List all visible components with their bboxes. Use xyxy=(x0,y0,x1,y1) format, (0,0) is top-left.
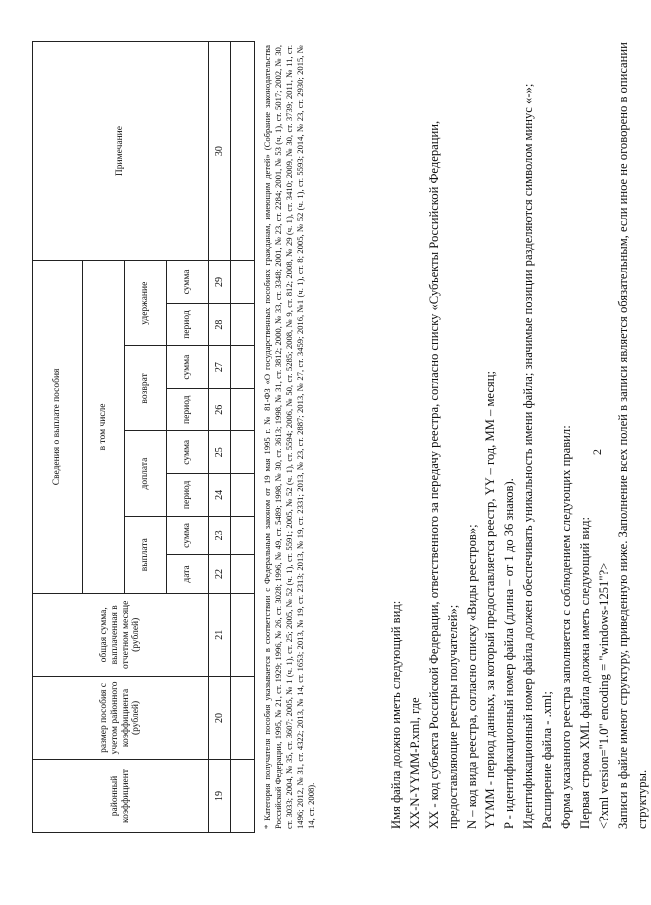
col-number: 21 xyxy=(209,593,231,676)
empty-cell xyxy=(231,474,255,517)
header-total: общая сумма, выплаченная в отчетном месяце (рублей) xyxy=(33,593,209,676)
text-line: <?xml version="1.0" encoding = "windows-1251"?> xyxy=(596,562,611,829)
header-uderzhanie: удержание xyxy=(125,261,167,346)
col-number: 23 xyxy=(209,516,231,555)
col-number: 22 xyxy=(209,555,231,594)
sub-vyplata-summa: сумма xyxy=(167,516,209,555)
col-number: 30 xyxy=(209,42,231,261)
sub-vyplata-data: дата xyxy=(167,555,209,594)
sub-vozvrat-period: период xyxy=(167,388,209,431)
header-note: Примечание xyxy=(33,42,209,261)
sub-doplata-period: период xyxy=(167,474,209,517)
empty-cell xyxy=(231,676,255,759)
text-line: Имя файла должно иметь следующий вид: xyxy=(389,600,403,829)
empty-cell xyxy=(231,555,255,594)
text-line: N – код вида реестра, согласно списку «Виды реестров»; xyxy=(464,524,479,829)
page-number: 2 xyxy=(590,449,604,455)
col-number: 25 xyxy=(209,431,231,474)
registry-table xyxy=(32,41,255,833)
empty-cell xyxy=(231,593,255,676)
empty-cell xyxy=(231,516,255,555)
col-number: 29 xyxy=(209,261,231,304)
header-vozvrat: возврат xyxy=(125,346,167,431)
text-line: P - идентификационный номер файла (длина – от 1 до 36 знаков). xyxy=(502,478,517,829)
text-line: Форма указанного реестра заполняется с соблюдением следующих правил: xyxy=(559,425,574,829)
footnote: * Категория получателя пособия указывается в соответствии с Федеральным законом от 19 мая 1995 г. № 81-ФЗ «О государственных пособиях гражданам, имеющим детей» (Собрание законодательства Российской Федерации, 1995, № 21, ст. 1929; 1996, № 26, ст. 3028; 1996, № 49, ст. 5489; 1998, № 30, ст. 3613; 1998, № 31, ст. 3812; 2000, № 33, ст. 3348; 2001, № 23, ст. 2284; 2001, № 53 (ч. 1), ст. 5017; 2002, № 30, ст. 3033; 2004, № 35, ст. 3607; 2005, № 1 (ч. 1), ст. 25; 2005, № 52 (ч. 1), ст. 5591; 2005, № 52 (ч. 1), ст. 5594; 2006, № 50, ст. 5285; 2008, № 9, ст. 812; 2008, № 29 (ч. 1), ст. 3410; 2009, № 30, ст. 3739; 2011, № 11, ст. 1496; 2012, № 31, ст. 4322; 2013, № 14, ст. 1653; 2013, № 19, ст. 2313; 2013, № 19, ст. 2331; 2013, № 23, ст. 2887; 2013, № 27, ст. 3459; 2016, №1 (ч. 1), ст. 8; 2005, № 52 (ч. 1), ст. 5593; 2014, № 23, ст. 2930; 2015, № 14, ст. 2008). xyxy=(262,45,316,829)
sub-vozvrat-summa: сумма xyxy=(167,346,209,389)
col-number: 26 xyxy=(209,388,231,431)
empty-cell xyxy=(231,261,255,304)
text-line: Записи в файле имеют структуру, приведенную ниже. Заполнение всех полей в записи является обязательным, если иное не оговорено в описании структуры. xyxy=(615,42,649,829)
col-number: 24 xyxy=(209,474,231,517)
header-size: размер пособия с учетом районного коэффициента (рублей) xyxy=(33,676,209,759)
sub-uderzhanie-period: период xyxy=(167,303,209,346)
header-svedeniya: Сведения о выплате пособия xyxy=(33,261,83,594)
file-format-description xyxy=(387,39,651,829)
empty-cell xyxy=(231,760,255,833)
col-number: 20 xyxy=(209,676,231,759)
col-number: 28 xyxy=(209,303,231,346)
sub-doplata-summa: сумма xyxy=(167,431,209,474)
empty-cell xyxy=(231,303,255,346)
text-line: XX - код субъекта Российской Федерации, ответственного за передачу реестра, согласно списку «Субъекты Российской Федерации, предоставляющие реестры получателей»; xyxy=(426,120,460,829)
header-vyplata: выплата xyxy=(125,516,167,593)
text-line: YYMM - период данных, за который предоставляется реестр, YY – год, MM – месяц; xyxy=(483,371,498,829)
empty-cell xyxy=(231,431,255,474)
text-line: Первая строка XML файла должна иметь следующий вид: xyxy=(577,516,592,829)
header-v-tom-chisle: в том числе xyxy=(83,261,125,594)
header-doplata: доплата xyxy=(125,431,167,516)
sub-uderzhanie-summa: сумма xyxy=(167,261,209,304)
header-rayon: районный коэффициент xyxy=(33,760,209,833)
empty-cell xyxy=(231,346,255,389)
text-line: Идентификационный номер файла должен обеспечивать уникальность имени файла; значимые позиции разделяются символом минус «-»; xyxy=(521,83,536,829)
text-line: Расширение файла - .xml; xyxy=(540,691,555,829)
col-number: 27 xyxy=(209,346,231,389)
col-number: 19 xyxy=(209,760,231,833)
text-line: XX-N-YYMM-P.xml, где xyxy=(407,697,422,829)
empty-cell xyxy=(231,388,255,431)
empty-cell xyxy=(231,42,255,261)
